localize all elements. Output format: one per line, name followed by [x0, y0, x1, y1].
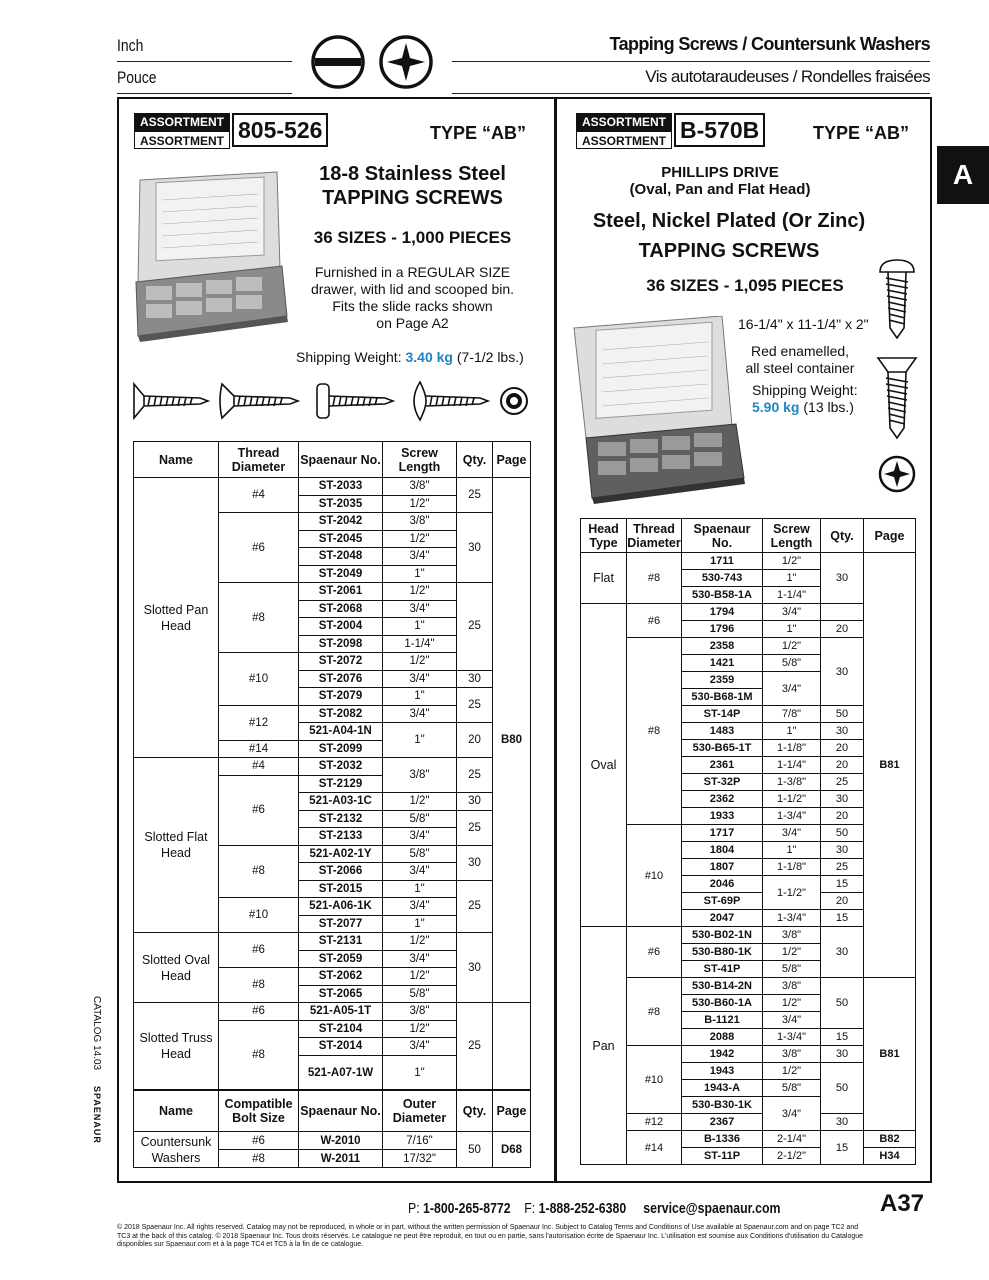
- phone-link[interactable]: 1-800-265-8772: [423, 1200, 511, 1217]
- table-cell: 530-B14-2N: [682, 978, 763, 995]
- col-header: Spaenaur No.: [682, 519, 763, 553]
- table-cell: 1": [763, 723, 821, 740]
- right-screw-table: [580, 518, 916, 1165]
- table-cell: 1/2": [383, 933, 457, 951]
- table-cell: #14: [627, 1131, 682, 1165]
- table-cell: #6: [219, 1003, 299, 1021]
- table-cell: 1717: [682, 825, 763, 842]
- table-cell: 3/4": [383, 548, 457, 566]
- table-cell: #6: [219, 513, 299, 583]
- table-cell: ST-2062: [299, 968, 383, 986]
- table-cell: 530-B58-1A: [682, 587, 763, 604]
- col-header: Screw Length: [763, 519, 821, 553]
- table-cell: 30: [821, 842, 864, 859]
- flat-head-phillips-screw-icon: [878, 358, 916, 438]
- table-cell: ST-11P: [682, 1148, 763, 1165]
- table-cell: ST-2076: [299, 670, 383, 688]
- table-cell: 1943: [682, 1063, 763, 1080]
- right-material: Steel, Nickel Plated (Or Zinc) TAPPING SCREWS: [592, 210, 866, 262]
- table-cell: [493, 1003, 531, 1091]
- table-cell: 2-1/2": [763, 1148, 821, 1165]
- table-cell: #6: [219, 775, 299, 845]
- table-cell: 1-1/2": [763, 876, 821, 910]
- oval-head-screw-icon: [220, 384, 298, 418]
- table-cell: 1933: [682, 808, 763, 825]
- table-cell: B81: [864, 553, 916, 978]
- table-cell: #12: [627, 1114, 682, 1131]
- table-cell: 3/4": [383, 898, 457, 916]
- table-cell: 2361: [682, 757, 763, 774]
- table-cell: ST-2033: [299, 478, 383, 496]
- table-cell: 1": [763, 570, 821, 587]
- table-cell: 5/8": [763, 1080, 821, 1097]
- table-cell: 1/2": [383, 1020, 457, 1038]
- table-cell: #8: [219, 845, 299, 898]
- table-cell: 5/8": [383, 985, 457, 1003]
- table-cell: ST-2004: [299, 618, 383, 636]
- table-cell: 1-1/8": [763, 740, 821, 757]
- section-tab[interactable]: A: [937, 146, 989, 204]
- table-cell: 5/8": [383, 845, 457, 863]
- table-cell: 1": [763, 621, 821, 638]
- table-cell: 1942: [682, 1046, 763, 1063]
- table-cell: 7/16": [383, 1132, 457, 1150]
- table-cell: ST-2059: [299, 950, 383, 968]
- table-cell: 30: [821, 553, 864, 604]
- col-header: Page: [493, 442, 531, 478]
- group-name: Slotted Truss Head: [134, 1003, 219, 1091]
- table-cell: 530-B65-1T: [682, 740, 763, 757]
- table-cell: 50: [821, 706, 864, 723]
- table-cell: 1483: [682, 723, 763, 740]
- table-cell: 3/4": [383, 863, 457, 881]
- table-cell: 30: [457, 793, 493, 811]
- type-label: TYPE “AB”: [813, 123, 910, 143]
- table-cell: 530-B60-1A: [682, 995, 763, 1012]
- flat-head-screw-icon: [134, 384, 208, 418]
- table-cell: 5/8": [763, 961, 821, 978]
- assortment-number: 805-526: [232, 113, 328, 147]
- table-cell: 521-A02-1Y: [299, 845, 383, 863]
- table-cell: 3/4": [383, 670, 457, 688]
- table-cell: 50: [457, 1132, 493, 1168]
- table-cell: #8: [627, 638, 682, 825]
- table-cell: 50: [821, 825, 864, 842]
- assortment-badge-right: ASSORTMENT ASSORTMENT B-570B: [576, 113, 786, 149]
- table-cell: #8: [219, 968, 299, 1003]
- table-cell: #8: [627, 978, 682, 1046]
- washer-table: [133, 1089, 531, 1168]
- phillips-drive-icon: [381, 37, 431, 87]
- table-cell: 15: [821, 910, 864, 927]
- table-cell: 3/4": [383, 705, 457, 723]
- table-cell: 1": [763, 842, 821, 859]
- type-label: TYPE “AB”: [430, 123, 527, 143]
- table-cell: 20: [457, 723, 493, 758]
- table-cell: 5/8": [383, 810, 457, 828]
- table-cell: ST-2104: [299, 1020, 383, 1038]
- table-cell: [821, 604, 864, 621]
- col-header: Qty.: [457, 442, 493, 478]
- table-cell: 1": [383, 565, 457, 583]
- table-cell: 1": [383, 880, 457, 898]
- table-cell: 1-3/8": [763, 774, 821, 791]
- right-drive: PHILLIPS DRIVE (Oval, Pan and Flat Head): [629, 164, 811, 198]
- table-cell: ST-2035: [299, 495, 383, 513]
- table-cell: 20: [821, 757, 864, 774]
- assortment-drawer-image: [132, 170, 292, 342]
- col-header: Thread Diameter: [627, 519, 682, 553]
- email-link[interactable]: service@spaenaur.com: [643, 1200, 781, 1217]
- table-cell: 3/4": [383, 950, 457, 968]
- table-cell: H34: [864, 1148, 916, 1165]
- table-cell: B81: [864, 978, 916, 1131]
- table-cell: #10: [627, 825, 682, 927]
- table-cell: 2367: [682, 1114, 763, 1131]
- table-cell: 1": [383, 688, 457, 706]
- table-cell: 3/4": [763, 1097, 821, 1131]
- table-cell: ST-2042: [299, 513, 383, 531]
- table-cell: 2362: [682, 791, 763, 808]
- table-cell: 1/2": [383, 530, 457, 548]
- col-header: Qty.: [821, 519, 864, 553]
- table-cell: 2-1/4": [763, 1131, 821, 1148]
- table-cell: 30: [457, 845, 493, 880]
- table-cell: 1943-A: [682, 1080, 763, 1097]
- table-cell: 30: [821, 1114, 864, 1131]
- table-cell: #10: [627, 1046, 682, 1114]
- table-cell: B-1121: [682, 1012, 763, 1029]
- table-cell: ST-41P: [682, 961, 763, 978]
- header-title-fr: Vis autotaraudeuses / Rondelles fraisées: [645, 67, 930, 86]
- table-cell: ST-2072: [299, 653, 383, 671]
- table-cell: 2358: [682, 638, 763, 655]
- table-cell: 3/8": [383, 478, 457, 496]
- table-cell: ST-14P: [682, 706, 763, 723]
- screw-head-styles: [130, 378, 530, 424]
- table-cell: W-2011: [299, 1150, 383, 1168]
- table-cell: 2047: [682, 910, 763, 927]
- table-cell: 30: [457, 670, 493, 688]
- table-cell: 1/2": [763, 1063, 821, 1080]
- header-title-en: Tapping Screws / Countersunk Washers: [609, 34, 930, 54]
- table-cell: 1-1/8": [763, 859, 821, 876]
- table-cell: 20: [821, 893, 864, 910]
- table-cell: 3/4": [763, 1012, 821, 1029]
- footer-contact: P: 1-800-265-8772 F: 1-888-252-6380 service@spaenaur.com: [408, 1200, 781, 1217]
- table-cell: B82: [864, 1131, 916, 1148]
- table-cell: 530-B02-1N: [682, 927, 763, 944]
- table-cell: 1/2": [383, 968, 457, 986]
- drive-type-icons: [310, 34, 436, 90]
- table-cell: #12: [219, 705, 299, 740]
- table-cell: ST-2014: [299, 1038, 383, 1056]
- group-name: Slotted Oval Head: [134, 933, 219, 1003]
- table-cell: 521-A05-1T: [299, 1003, 383, 1021]
- table-cell: 1-3/4": [763, 910, 821, 927]
- table-cell: 1794: [682, 604, 763, 621]
- table-cell: 5/8": [763, 655, 821, 672]
- table-cell: #4: [219, 478, 299, 513]
- table-cell: 1-3/4": [763, 1029, 821, 1046]
- table-cell: 15: [821, 1131, 864, 1165]
- table-cell: 1/2": [763, 944, 821, 961]
- left-material: 18-8 Stainless Steel TAPPING SCREWS: [319, 163, 506, 209]
- table-cell: ST-2068: [299, 600, 383, 618]
- table-cell: #8: [219, 1150, 299, 1168]
- fax-link[interactable]: 1-888-252-6380: [538, 1200, 627, 1217]
- table-cell: ST-2077: [299, 915, 383, 933]
- col-header: Head Type: [581, 519, 627, 553]
- table-cell: 25: [457, 478, 493, 513]
- pan-head-phillips-screw-icon: [880, 260, 914, 338]
- table-cell: B-1336: [682, 1131, 763, 1148]
- table-cell: Flat: [581, 553, 627, 604]
- right-shipping-weight: Shipping Weight: 5.90 kg (13 lbs.): [752, 382, 858, 415]
- table-cell: #10: [219, 653, 299, 706]
- group-name: Slotted Flat Head: [134, 758, 219, 933]
- left-screw-table: [133, 441, 531, 1091]
- table-cell: 15: [821, 1029, 864, 1046]
- table-cell: ST-2061: [299, 583, 383, 601]
- col-header: Spaenaur No.: [299, 1090, 383, 1132]
- table-cell: 15: [821, 876, 864, 893]
- table-cell: W-2010: [299, 1132, 383, 1150]
- table-cell: Countersunk Washers: [134, 1132, 219, 1168]
- table-cell: 3/4": [383, 1038, 457, 1056]
- table-cell: 30: [821, 723, 864, 740]
- table-cell: ST-2049: [299, 565, 383, 583]
- table-cell: ST-2132: [299, 810, 383, 828]
- table-cell: 30: [457, 933, 493, 1003]
- table-cell: 1421: [682, 655, 763, 672]
- table-cell: 1807: [682, 859, 763, 876]
- table-cell: 1": [383, 618, 457, 636]
- table-cell: 3/8": [763, 978, 821, 995]
- table-cell: 2359: [682, 672, 763, 689]
- table-cell: 17/32": [383, 1150, 457, 1168]
- table-cell: 521-A03-1C: [299, 793, 383, 811]
- table-cell: #4: [219, 758, 299, 776]
- col-header: Qty.: [457, 1090, 493, 1132]
- table-cell: 1": [383, 915, 457, 933]
- table-cell: 1-3/4": [763, 808, 821, 825]
- header-pouce: Pouce: [117, 68, 157, 87]
- table-cell: 1-1/4": [763, 587, 821, 604]
- table-cell: ST-32P: [682, 774, 763, 791]
- table-cell: 530-743: [682, 570, 763, 587]
- table-cell: 3/8": [383, 1003, 457, 1021]
- table-cell: #6: [627, 604, 682, 638]
- phillips-drive-icon: [878, 455, 916, 493]
- table-cell: 1/2": [383, 495, 457, 513]
- table-cell: #8: [627, 553, 682, 604]
- legal-text: © 2018 Spaenaur Inc. All rights reserved. Catalog may not be reproduced, in whole or in part, without the written permission of Spaenaur Inc. Subject to Catalog Terms and Conditions of Use available at Spaenaur.com and on page TC2 and TC3 at the back of this catalog. © 2018 Spaenaur Inc. Tous droits réservés. Le catalogue ne peut être reproduit, en tout ou en partie, sans l'autorisation écrite de Spaenaur Inc. L'utilisation est soumise aux Conditions d'utilisation du Catalogue disponibles sur Spaenaur.com et à la page TC4 et TC5 à la fin de ce catalogue.: [117, 1224, 864, 1248]
- table-cell: 3/4": [763, 672, 821, 706]
- table-cell: Oval: [581, 604, 627, 927]
- table-cell: 7/8": [763, 706, 821, 723]
- col-header: Page: [864, 519, 916, 553]
- right-dimensions: 16-1/4" x 11-1/4" x 2": [738, 316, 869, 332]
- table-cell: ST-2015: [299, 880, 383, 898]
- brand-vertical: SPAENAUR: [92, 1086, 102, 1144]
- table-cell: ST-2131: [299, 933, 383, 951]
- left-sizes: 36 SIZES - 1,000 PIECES: [313, 228, 512, 247]
- left-description: Furnished in a REGULAR SIZE drawer, with lid and scooped bin. Fits the slide racks shown on Page A2: [310, 264, 515, 331]
- table-cell: #14: [219, 740, 299, 758]
- table-cell: 30: [457, 513, 493, 583]
- table-cell: Pan: [581, 927, 627, 1165]
- table-cell: 3/8": [383, 513, 457, 531]
- col-header: Name: [134, 1090, 219, 1132]
- table-cell: 3/4": [763, 825, 821, 842]
- table-cell: 3/4": [763, 604, 821, 621]
- table-cell: ST-69P: [682, 893, 763, 910]
- table-cell: 1": [383, 1055, 457, 1090]
- col-header: Name: [134, 442, 219, 478]
- table-cell: 3/8": [763, 1046, 821, 1063]
- table-cell: 1711: [682, 553, 763, 570]
- table-cell: 1/2": [763, 995, 821, 1012]
- table-cell: 1-1/4": [763, 757, 821, 774]
- header-inch: Inch: [117, 36, 144, 55]
- countersunk-washer-icon: [501, 388, 527, 414]
- table-cell: 25: [457, 880, 493, 933]
- table-cell: 3/4": [383, 828, 457, 846]
- table-cell: 1/2": [763, 638, 821, 655]
- table-cell: ST-2099: [299, 740, 383, 758]
- table-cell: 30: [821, 638, 864, 706]
- table-cell: 50: [821, 1063, 864, 1114]
- table-cell: 1804: [682, 842, 763, 859]
- truss-head-screw-icon: [414, 382, 488, 420]
- table-cell: 1-1/4": [383, 635, 457, 653]
- col-header: Compatible Bolt Size: [219, 1090, 299, 1132]
- assortment-number: B-570B: [674, 113, 765, 147]
- table-cell: 521-A06-1K: [299, 898, 383, 916]
- table-cell: ST-2079: [299, 688, 383, 706]
- page-ref: B80: [493, 478, 531, 1003]
- table-cell: 1/2": [763, 553, 821, 570]
- table-cell: #6: [627, 927, 682, 978]
- table-cell: 2088: [682, 1029, 763, 1046]
- table-cell: 25: [457, 810, 493, 845]
- slotted-drive-icon: [313, 37, 363, 87]
- table-cell: #6: [219, 1132, 299, 1150]
- table-cell: 1/2": [383, 583, 457, 601]
- table-cell: #10: [219, 898, 299, 933]
- left-shipping-weight: Shipping Weight: 3.40 kg (7-1/2 lbs.): [296, 349, 524, 365]
- table-cell: 50: [821, 978, 864, 1029]
- table-cell: #6: [219, 933, 299, 968]
- pan-head-screw-icon: [317, 384, 393, 418]
- right-container: Red enamelled, all steel container: [745, 343, 855, 376]
- table-cell: ST-2133: [299, 828, 383, 846]
- table-cell: #8: [219, 1020, 299, 1090]
- table-cell: 25: [457, 1003, 493, 1091]
- col-header: Spaenaur No.: [299, 442, 383, 478]
- col-header: Thread Diameter: [219, 442, 299, 478]
- right-sizes: 36 SIZES - 1,095 PIECES: [646, 276, 844, 295]
- table-cell: 521-A04-1N: [299, 723, 383, 741]
- col-header: Screw Length: [383, 442, 457, 478]
- assortment-badge-left: ASSORTMENT ASSORTMENT 805-526: [134, 113, 374, 149]
- col-header: Page: [493, 1090, 531, 1132]
- page-number: A37: [880, 1190, 925, 1217]
- table-cell: 25: [457, 583, 493, 671]
- table-cell: 25: [821, 774, 864, 791]
- table-cell: ST-2066: [299, 863, 383, 881]
- table-cell: 1796: [682, 621, 763, 638]
- table-cell: 30: [821, 1046, 864, 1063]
- table-cell: #8: [219, 583, 299, 653]
- table-cell: 2046: [682, 876, 763, 893]
- table-cell: 25: [457, 688, 493, 723]
- table-cell: 530-B68-1M: [682, 689, 763, 706]
- table-cell: 20: [821, 740, 864, 757]
- table-cell: ST-2032: [299, 758, 383, 776]
- table-cell: 521-A07-1W: [299, 1055, 383, 1090]
- table-cell: ST-2129: [299, 775, 383, 793]
- table-cell: 20: [821, 621, 864, 638]
- table-cell: 25: [821, 859, 864, 876]
- table-cell: 25: [457, 758, 493, 793]
- table-cell: D68: [493, 1132, 531, 1168]
- table-cell: 3/8": [763, 927, 821, 944]
- table-cell: 1/2": [383, 653, 457, 671]
- table-cell: 30: [821, 791, 864, 808]
- table-cell: 30: [821, 927, 864, 978]
- table-cell: ST-2082: [299, 705, 383, 723]
- table-cell: 1-1/2": [763, 791, 821, 808]
- table-cell: 530-B30-1K: [682, 1097, 763, 1114]
- table-cell: 20: [821, 808, 864, 825]
- table-cell: ST-2098: [299, 635, 383, 653]
- table-cell: ST-2045: [299, 530, 383, 548]
- col-header: Outer Diameter: [383, 1090, 457, 1132]
- catalog-version: CATALOG 14.03: [91, 996, 102, 1071]
- table-cell: 3/4": [383, 600, 457, 618]
- table-cell: ST-2065: [299, 985, 383, 1003]
- table-cell: ST-2048: [299, 548, 383, 566]
- group-name: Slotted Pan Head: [134, 478, 219, 758]
- table-cell: 3/8": [383, 758, 457, 793]
- table-cell: 1/2": [383, 793, 457, 811]
- table-cell: 1": [383, 723, 457, 758]
- assortment-drawer-image: [572, 316, 748, 506]
- phillips-screw-illustrations: [872, 256, 922, 446]
- table-cell: 530-B80-1K: [682, 944, 763, 961]
